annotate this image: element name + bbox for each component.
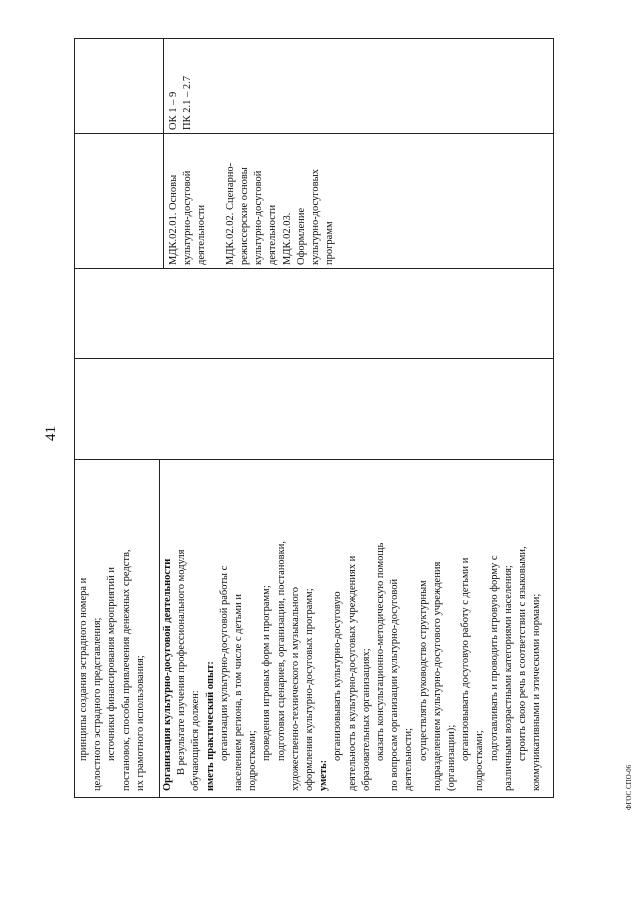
mdk-line: режиссерские основы bbox=[239, 167, 250, 265]
mdk-list bbox=[167, 137, 337, 265]
requirement-line: обучающийся должен: bbox=[190, 690, 202, 791]
requirement-line: различными возрастными категориями населения; bbox=[502, 565, 514, 791]
curriculum-table bbox=[74, 38, 554, 798]
requirement-line: уметь: bbox=[318, 759, 330, 791]
professional-competencies: ПК 2.1 – 2.7 bbox=[182, 76, 194, 130]
col-divider bbox=[75, 133, 553, 134]
mdk-line bbox=[210, 137, 224, 265]
requirement-line: осуществлять руководство структурным bbox=[417, 580, 429, 761]
requirement-line: художественно-технического и музыкального bbox=[289, 586, 301, 791]
requirement-line: организовывать досуговую работу с детьми и bbox=[460, 557, 472, 761]
row-divider bbox=[159, 460, 160, 797]
text-line: источники финансирования мероприятий и bbox=[106, 566, 118, 761]
mdk-line: Оформление bbox=[295, 207, 307, 265]
requirement-line: В результате изучения профессионального модуля bbox=[176, 549, 188, 775]
requirement-line: организовывать культурно-досуговую bbox=[332, 591, 344, 761]
requirements-cell-main bbox=[161, 463, 544, 791]
text-line: целостного эстрадного представления; bbox=[92, 617, 104, 791]
col-divider bbox=[75, 358, 553, 359]
mdk-line: культурно-досуговых bbox=[310, 169, 322, 265]
competencies-cell bbox=[167, 40, 195, 130]
col-divider bbox=[75, 459, 553, 460]
requirement-line: проведения игровых форм и программ; bbox=[261, 585, 273, 761]
col-divider bbox=[75, 268, 553, 269]
mdk-line: деятельности bbox=[267, 204, 279, 265]
mdk-line: МДК.02.03. bbox=[281, 212, 293, 265]
document-footer: ФГОС СПО-06 bbox=[625, 764, 633, 810]
page-number: 41 bbox=[43, 426, 59, 441]
text-line: их грамотного использования; bbox=[134, 655, 146, 791]
requirement-line: оформления культурно-досуговых программ; bbox=[304, 588, 316, 791]
mdk-line: МДК.02.01. Основы bbox=[168, 174, 179, 265]
requirement-line: коммуникативными и этическими нормами; bbox=[531, 593, 543, 791]
requirement-line: оказать консультационно-методическую помощь bbox=[375, 542, 387, 761]
section-title: Организация культурно-досуговой деятельности bbox=[162, 558, 173, 791]
requirements-cell-top bbox=[77, 463, 148, 791]
requirement-line: иметь практический опыт: bbox=[204, 661, 216, 791]
requirement-line: подготавливать и проводить игровую форму с bbox=[488, 555, 500, 761]
requirement-line: подростками; bbox=[474, 730, 486, 791]
mdk-line: деятельности bbox=[196, 204, 208, 265]
rotated-table-container bbox=[74, 38, 554, 798]
mdk-line: культурно-досуговой bbox=[253, 170, 265, 265]
mdk-line: МДК.02.02. Сценарно- bbox=[224, 162, 236, 265]
text-line: принципы создания эстрадного номера и bbox=[78, 577, 89, 761]
row-divider bbox=[163, 39, 164, 269]
mdk-line: культурно-досуговой bbox=[182, 170, 194, 265]
mdk-cell bbox=[167, 137, 337, 265]
requirement-line: подростками; bbox=[247, 730, 259, 791]
requirement-line: деятельность в культурно-досуговых учреждениях и bbox=[346, 555, 358, 791]
requirement-line: подразделением культурно-досугового учреждения bbox=[431, 561, 443, 791]
requirement-line: населением региона, в том числе с детьми и bbox=[233, 593, 245, 791]
text-line: постановок, способы привлечения денежных средств, bbox=[120, 549, 132, 791]
requirement-line: подготовки сценариев, организации, постановки, bbox=[275, 541, 287, 761]
requirement-line: организации культурно-досуговой работы с bbox=[218, 565, 230, 761]
requirements-list bbox=[175, 463, 544, 791]
requirement-line: образовательных организациях; bbox=[360, 648, 372, 791]
mdk-line: программ bbox=[324, 221, 336, 265]
requirement-line: строить свою речь в соответствии с языковыми, bbox=[517, 546, 529, 761]
requirement-line: деятельности; bbox=[403, 727, 415, 791]
requirement-line: по вопросам организации культурно-досуговой bbox=[389, 578, 401, 791]
general-competencies: ОК 1 – 9 bbox=[168, 91, 179, 130]
requirement-line: (организации); bbox=[446, 724, 458, 791]
